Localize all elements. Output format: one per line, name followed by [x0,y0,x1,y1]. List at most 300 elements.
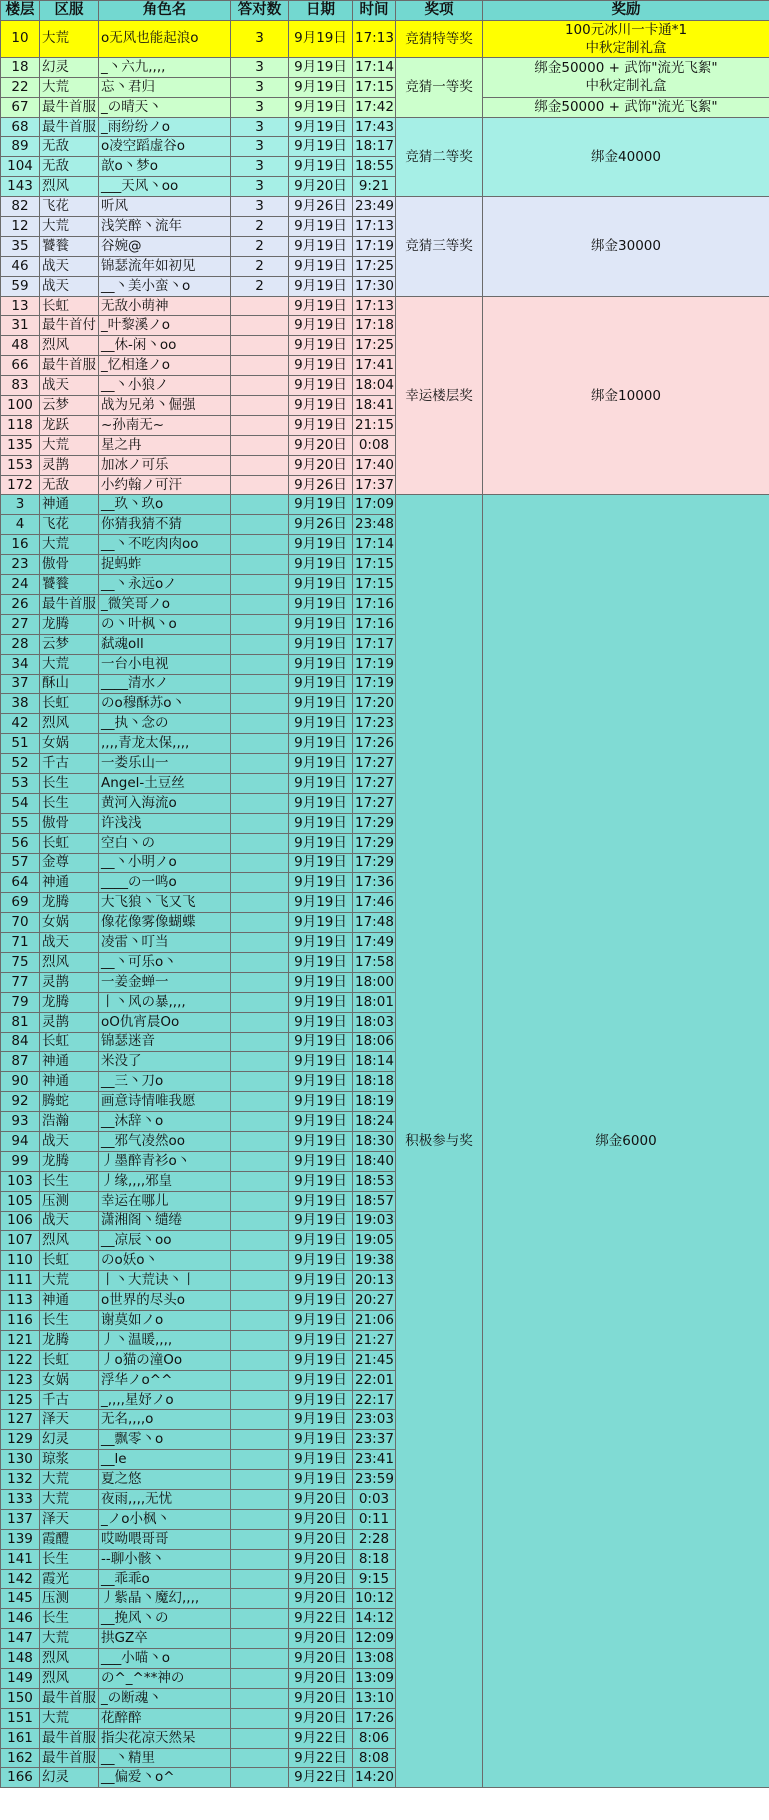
date-cell: 9月19日 [289,1390,353,1410]
correct-count-cell [231,634,289,654]
server-cell: 飞花 [40,197,99,217]
character-name-cell: _雨纷纷ノo [99,117,231,137]
character-name-cell: ~孙南无~ [99,415,231,435]
server-cell: 女娲 [40,734,99,754]
floor-cell: 92 [1,1092,40,1112]
character-name-cell: 丿墨醉青衫o丶 [99,1151,231,1171]
correct-count-cell [231,1112,289,1132]
time-cell: 17:13 [353,20,396,57]
correct-count-cell: 3 [231,57,289,77]
time-cell: 21:27 [353,1330,396,1350]
col-correct: 答对数 [231,1,289,21]
date-cell: 9月19日 [289,1251,353,1271]
floor-cell: 71 [1,933,40,953]
time-cell: 18:30 [353,1131,396,1151]
correct-count-cell [231,1768,289,1788]
time-cell: 18:57 [353,1191,396,1211]
correct-count-cell [231,913,289,933]
time-cell: 17:20 [353,694,396,714]
date-cell: 9月19日 [289,614,353,634]
server-cell: 大荒 [40,77,99,97]
server-cell: 琼浆 [40,1450,99,1470]
server-cell: 神通 [40,1072,99,1092]
time-cell: 17:26 [353,1708,396,1728]
floor-cell: 70 [1,913,40,933]
floor-cell: 150 [1,1688,40,1708]
floor-cell: 28 [1,634,40,654]
correct-count-cell [231,1589,289,1609]
award-cell: 竞猜特等奖 [396,20,483,57]
floor-cell: 10 [1,20,40,57]
server-cell: 长虹 [40,1350,99,1370]
character-name-cell: 夏之悠 [99,1470,231,1490]
correct-count-cell [231,1410,289,1430]
floor-cell: 42 [1,714,40,734]
correct-count-cell [231,475,289,495]
date-cell: 9月19日 [289,1231,353,1251]
floor-cell: 166 [1,1768,40,1788]
date-cell: 9月19日 [289,893,353,913]
correct-count-cell [231,1271,289,1291]
col-time: 时间 [353,1,396,21]
server-cell: 烈风 [40,1231,99,1251]
col-date: 日期 [289,1,353,21]
character-name-cell: 画意诗情唯我愿 [99,1092,231,1112]
floor-cell: 105 [1,1191,40,1211]
character-name-cell: __乖乖o [99,1569,231,1589]
character-name-cell: --聊小骸丶 [99,1549,231,1569]
server-cell: 女娲 [40,1370,99,1390]
date-cell: 9月19日 [289,1151,353,1171]
character-name-cell: 哎呦喂哥哥 [99,1529,231,1549]
date-cell: 9月19日 [289,1191,353,1211]
correct-count-cell [231,933,289,953]
character-name-cell: ____の一鸣o [99,873,231,893]
character-name-cell: 幸运在哪儿 [99,1191,231,1211]
award-cell: 积极参与奖 [396,495,483,1788]
correct-count-cell [231,455,289,475]
server-cell: 傲骨 [40,555,99,575]
floor-cell: 107 [1,1231,40,1251]
floor-cell: 26 [1,594,40,614]
date-cell: 9月20日 [289,1569,353,1589]
correct-count-cell [231,1191,289,1211]
server-cell: 大荒 [40,1490,99,1510]
floor-cell: 172 [1,475,40,495]
character-name-cell: 丿丶温暖,,,, [99,1330,231,1350]
character-name-cell: 锦瑟流年如初见 [99,256,231,276]
correct-count-cell [231,396,289,416]
character-name-cell: 指尖花凉天然呆 [99,1728,231,1748]
floor-cell: 129 [1,1430,40,1450]
date-cell: 9月19日 [289,396,353,416]
date-cell: 9月19日 [289,1052,353,1072]
character-name-cell: 丿紫晶丶魔幻,,,, [99,1589,231,1609]
correct-count-cell [231,714,289,734]
character-name-cell: 拱GZ卒 [99,1629,231,1649]
floor-cell: 162 [1,1748,40,1768]
floor-cell: 132 [1,1470,40,1490]
date-cell: 9月19日 [289,1092,353,1112]
correct-count-cell [231,674,289,694]
date-cell: 9月19日 [289,256,353,276]
correct-count-cell [231,853,289,873]
character-name-cell: のo穆酥苏o丶 [99,694,231,714]
correct-count-cell [231,1052,289,1072]
table-row [1,117,769,137]
date-cell: 9月22日 [289,1748,353,1768]
floor-cell: 4 [1,515,40,535]
correct-count-cell [231,535,289,555]
floor-cell: 118 [1,415,40,435]
date-cell: 9月19日 [289,415,353,435]
character-name-cell: o凌空蹈虚谷o [99,137,231,157]
time-cell: 17:27 [353,793,396,813]
correct-count-cell [231,316,289,336]
character-name-cell: 捉蚂蚱 [99,555,231,575]
correct-count-cell [231,952,289,972]
character-name-cell: __丶可乐o丶 [99,952,231,972]
floor-cell: 82 [1,197,40,217]
time-cell: 17:42 [353,97,396,117]
time-cell: 13:10 [353,1688,396,1708]
date-cell: 9月19日 [289,1430,353,1450]
time-cell: 23:41 [353,1450,396,1470]
reward-cell: 绑金50000 + 武饰"流光飞絮" [483,97,769,117]
date-cell: 9月22日 [289,1728,353,1748]
reward-line: 绑金10000 [591,387,661,404]
server-cell: 大荒 [40,1470,99,1490]
date-cell: 9月19日 [289,137,353,157]
date-cell: 9月20日 [289,177,353,197]
date-cell: 9月19日 [289,674,353,694]
date-cell: 9月20日 [289,1529,353,1549]
date-cell: 9月19日 [289,873,353,893]
correct-count-cell [231,1450,289,1470]
floor-cell: 111 [1,1271,40,1291]
time-cell: 13:09 [353,1669,396,1689]
server-cell: 长虹 [40,1032,99,1052]
server-cell: 傲骨 [40,813,99,833]
table-row [1,97,769,117]
date-cell: 9月19日 [289,117,353,137]
correct-count-cell [231,813,289,833]
floor-cell: 3 [1,495,40,515]
server-cell: 大荒 [40,217,99,237]
col-floor: 楼层 [1,1,40,21]
time-cell: 18:00 [353,972,396,992]
floor-cell: 12 [1,217,40,237]
time-cell: 19:05 [353,1231,396,1251]
time-cell: 21:06 [353,1311,396,1331]
character-name-cell: oO仇宵晨Oo [99,1012,231,1032]
character-name-cell: ___小喵丶o [99,1649,231,1669]
floor-cell: 146 [1,1609,40,1629]
time-cell: 20:27 [353,1291,396,1311]
character-name-cell: の^_^**神の [99,1669,231,1689]
time-cell: 18:19 [353,1092,396,1112]
time-cell: 23:03 [353,1410,396,1430]
correct-count-cell [231,1549,289,1569]
correct-count-cell [231,1072,289,1092]
date-cell: 9月19日 [289,793,353,813]
correct-count-cell [231,575,289,595]
character-name-cell: __丶小狼ノ [99,376,231,396]
correct-count-cell [231,1708,289,1728]
floor-cell: 23 [1,555,40,575]
server-cell: 龙腾 [40,992,99,1012]
server-cell: 幻灵 [40,1430,99,1450]
character-name-cell: __le [99,1450,231,1470]
server-cell: 千古 [40,754,99,774]
floor-cell: 83 [1,376,40,396]
server-cell: 饕餮 [40,575,99,595]
correct-count-cell: 3 [231,77,289,97]
time-cell: 17:13 [353,217,396,237]
time-cell: 18:53 [353,1171,396,1191]
floor-cell: 139 [1,1529,40,1549]
correct-count-cell [231,754,289,774]
correct-count-cell [231,1231,289,1251]
floor-cell: 22 [1,77,40,97]
floor-cell: 161 [1,1728,40,1748]
time-cell: 17:30 [353,276,396,296]
date-cell: 9月20日 [289,1649,353,1669]
server-cell: 霞醴 [40,1529,99,1549]
correct-count-cell [231,793,289,813]
reward-cell [483,197,769,296]
time-cell: 17:19 [353,674,396,694]
reward-cell [483,20,769,57]
floor-cell: 59 [1,276,40,296]
server-cell: 无敌 [40,137,99,157]
server-cell: 龙腾 [40,614,99,634]
time-cell: 0:11 [353,1509,396,1529]
correct-count-cell [231,1430,289,1450]
character-name-cell: 许浅浅 [99,813,231,833]
floor-cell: 48 [1,336,40,356]
floor-cell: 52 [1,754,40,774]
character-name-cell: 谢莫如ノo [99,1311,231,1331]
time-cell: 0:08 [353,435,396,455]
table-row [1,57,769,77]
server-cell: 大荒 [40,20,99,57]
server-cell: 神通 [40,1291,99,1311]
server-cell: 泽天 [40,1509,99,1529]
server-cell: 长生 [40,1609,99,1629]
server-cell: 大荒 [40,535,99,555]
character-name-cell: __丶小明ノo [99,853,231,873]
server-cell: 神通 [40,873,99,893]
server-cell: 云梦 [40,396,99,416]
floor-cell: 64 [1,873,40,893]
time-cell: 17:29 [353,813,396,833]
correct-count-cell [231,873,289,893]
correct-count-cell [231,1370,289,1390]
date-cell: 9月19日 [289,356,353,376]
time-cell: 19:38 [353,1251,396,1271]
server-cell: 龙跃 [40,415,99,435]
date-cell: 9月19日 [289,933,353,953]
date-cell: 9月19日 [289,1032,353,1052]
header-row [1,1,769,21]
correct-count-cell [231,1629,289,1649]
floor-cell: 84 [1,1032,40,1052]
correct-count-cell [231,1529,289,1549]
correct-count-cell [231,1131,289,1151]
character-name-cell: のo妖o丶 [99,1251,231,1271]
reward-line: 绑金50000 + 武饰"流光飞絮" [534,60,718,77]
character-name-cell: __凉辰丶oo [99,1231,231,1251]
server-cell: 最牛首服 [40,117,99,137]
date-cell: 9月19日 [289,1112,353,1132]
date-cell: 9月19日 [289,316,353,336]
date-cell: 9月19日 [289,1012,353,1032]
correct-count-cell [231,1688,289,1708]
correct-count-cell [231,1330,289,1350]
date-cell: 9月19日 [289,376,353,396]
time-cell: 2:28 [353,1529,396,1549]
server-cell: 最牛首服 [40,356,99,376]
correct-count-cell [231,515,289,535]
server-cell: 飞花 [40,515,99,535]
time-cell: 8:08 [353,1748,396,1768]
col-character: 角色名 [99,1,231,21]
correct-count-cell [231,1311,289,1331]
correct-count-cell [231,1748,289,1768]
character-name-cell: 一姜金蝉一 [99,972,231,992]
floor-cell: 68 [1,117,40,137]
award-cell: 竞猜三等奖 [396,197,483,296]
correct-count-cell [231,336,289,356]
time-cell: 17:48 [353,913,396,933]
floor-cell: 18 [1,57,40,77]
character-name-cell: __挽风丶の [99,1609,231,1629]
correct-count-cell: 3 [231,157,289,177]
floor-cell: 122 [1,1350,40,1370]
server-cell: 千古 [40,1390,99,1410]
character-name-cell: o无风也能起浪o [99,20,231,57]
time-cell: 17:16 [353,594,396,614]
floor-cell: 38 [1,694,40,714]
correct-count-cell [231,1151,289,1171]
time-cell: 23:48 [353,515,396,535]
character-name-cell: 浮华ノo^^ [99,1370,231,1390]
time-cell: 17:26 [353,734,396,754]
col-reward: 奖励 [483,1,769,21]
date-cell: 9月19日 [289,1131,353,1151]
server-cell: 最牛首服 [40,1748,99,1768]
date-cell: 9月19日 [289,714,353,734]
floor-cell: 113 [1,1291,40,1311]
correct-count-cell [231,694,289,714]
date-cell: 9月20日 [289,1669,353,1689]
character-name-cell: ____清水ノ [99,674,231,694]
floor-cell: 13 [1,296,40,316]
character-name-cell: __丶美小蛮丶o [99,276,231,296]
character-name-cell: 空白丶の [99,833,231,853]
server-cell: 灵鹊 [40,972,99,992]
server-cell: 最牛首付 [40,316,99,336]
date-cell: 9月19日 [289,594,353,614]
character-name-cell: ,,,,青龙太保,,,, [99,734,231,754]
character-name-cell: __沐辞丶o [99,1112,231,1132]
correct-count-cell [231,594,289,614]
character-name-cell: 战为兄弟丶倔强 [99,396,231,416]
correct-count-cell: 3 [231,20,289,57]
time-cell: 18:01 [353,992,396,1012]
correct-count-cell: 2 [231,217,289,237]
date-cell: 9月19日 [289,555,353,575]
time-cell: 22:01 [353,1370,396,1390]
date-cell: 9月19日 [289,1291,353,1311]
server-cell: 无敌 [40,475,99,495]
floor-cell: 24 [1,575,40,595]
time-cell: 17:14 [353,535,396,555]
correct-count-cell [231,1609,289,1629]
correct-count-cell [231,773,289,793]
floor-cell: 56 [1,833,40,853]
floor-cell: 93 [1,1112,40,1132]
correct-count-cell [231,1669,289,1689]
floor-cell: 66 [1,356,40,376]
server-cell: 龙腾 [40,1151,99,1171]
time-cell: 17:17 [353,634,396,654]
time-cell: 0:03 [353,1490,396,1510]
date-cell: 9月19日 [289,754,353,774]
correct-count-cell [231,1171,289,1191]
correct-count-cell [231,654,289,674]
time-cell: 19:03 [353,1211,396,1231]
date-cell: 9月19日 [289,495,353,515]
floor-cell: 100 [1,396,40,416]
time-cell: 17:41 [353,356,396,376]
server-cell: 长虹 [40,1251,99,1271]
character-name-cell: 你猜我猜不猜 [99,515,231,535]
floor-cell: 34 [1,654,40,674]
character-name-cell: 忘丶君归 [99,77,231,97]
time-cell: 23:37 [353,1430,396,1450]
time-cell: 17:15 [353,575,396,595]
date-cell: 9月19日 [289,1211,353,1231]
date-cell: 9月19日 [289,236,353,256]
time-cell: 17:27 [353,754,396,774]
date-cell: 9月19日 [289,694,353,714]
time-cell: 17:15 [353,77,396,97]
server-cell: 酥山 [40,674,99,694]
date-cell: 9月20日 [289,1629,353,1649]
time-cell: 17:46 [353,893,396,913]
server-cell: 泽天 [40,1410,99,1430]
correct-count-cell [231,415,289,435]
character-name-cell: 一台小电视 [99,654,231,674]
character-name-cell: 一娄乐山一 [99,754,231,774]
date-cell: 9月19日 [289,1072,353,1092]
server-cell: 金尊 [40,853,99,873]
time-cell: 21:15 [353,415,396,435]
correct-count-cell: 2 [231,276,289,296]
server-cell: 最牛首服 [40,97,99,117]
floor-cell: 54 [1,793,40,813]
floor-cell: 37 [1,674,40,694]
character-name-cell: _,,,,星妤ノo [99,1390,231,1410]
character-name-cell: 加冰ノ可乐 [99,455,231,475]
floor-cell: 90 [1,1072,40,1092]
correct-count-cell [231,435,289,455]
character-name-cell: ___天风丶oo [99,177,231,197]
floor-cell: 53 [1,773,40,793]
server-cell: 云梦 [40,634,99,654]
